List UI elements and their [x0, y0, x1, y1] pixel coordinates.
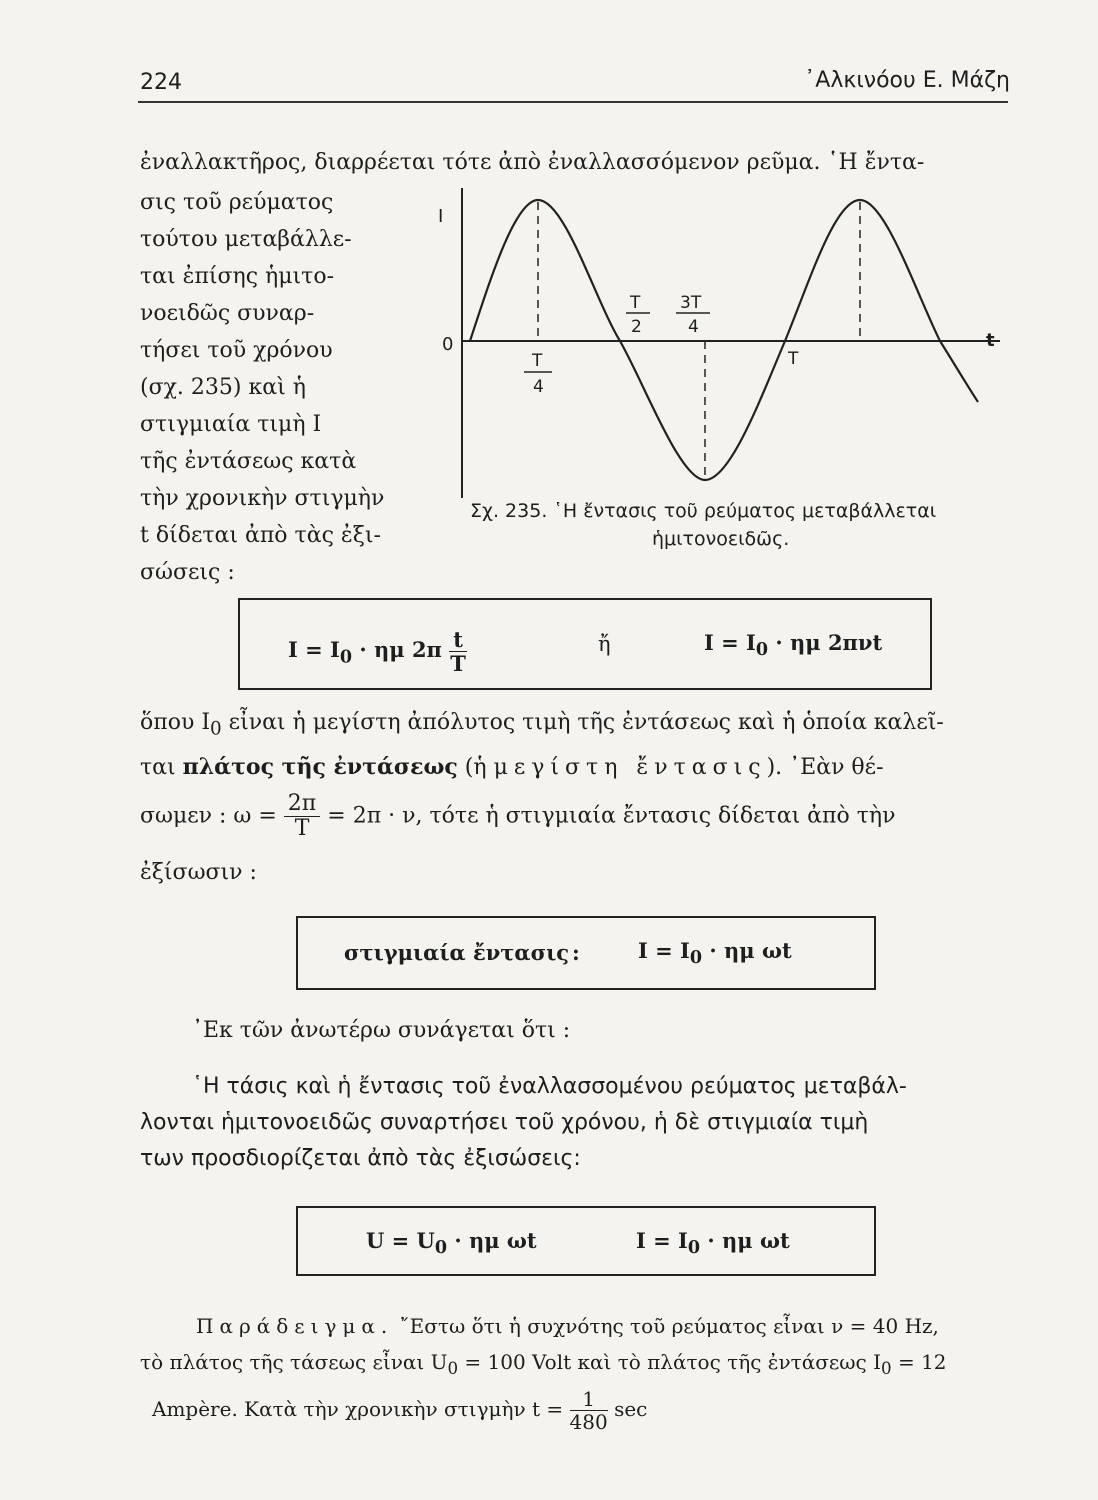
intro-left-line: σις τοῦ ρεύματος [140, 190, 334, 215]
intro-line-1: ἐναλλακτῆρος, διαρρέεται τότε ἀπὸ ἐναλλασσόμενον ρεῦμα. ῾Η ἔντα- [140, 150, 925, 175]
axis-x-label: t [986, 330, 995, 351]
page-number: 224 [140, 70, 182, 95]
para2-line-4: ἐξίσωσιν : [140, 860, 257, 885]
tick-t2-den: 2 [631, 317, 642, 337]
para2-line-3: σωμεν : ω = $\frac{2\pi}{T}$ = 2π · ν, τότε ἡ στιγμιαία ἔντασις δίδεται ἀπὸ τὴν [140, 791, 896, 842]
equation-3-voltage: $U = U_0 \cdot \eta\mu$ ωt [366, 1228, 537, 1259]
example-line-2: τὸ πλάτος τῆς τάσεως εἶναι $U_0 = 100$ Volt καὶ τὸ πλάτος τῆς ἐντάσεως $I_0 = 12$ [140, 1350, 947, 1378]
tick-t4-den: 4 [533, 377, 544, 397]
tick-t2-num: T [630, 293, 641, 313]
running-header-author: ᾿Αλκινόου Ε. Μάζη [804, 68, 1010, 93]
origin-label: 0 [442, 334, 454, 355]
fraction-2pi-over-T: $\frac{2\pi}{T}$ [284, 792, 320, 841]
intro-left-line: σώσεις : [140, 560, 235, 585]
tick-3t4-num: 3T [680, 293, 702, 313]
para4-line-1: ῾Η τάσις καὶ ἡ ἔντασις τοῦ ἐναλλασσομένου ρεύματος μεταβάλ- [192, 1074, 907, 1099]
equation-1-right: $I = I_0 \cdot \eta\mu$ 2πνt [704, 630, 883, 661]
para4-line-2: λονται ἡμιτονοειδῶς συναρτήσει τοῦ χρόνου, ἡ δὲ στιγμιαία τιμὴ [140, 1110, 869, 1135]
figure-caption-line-1: Σχ. 235. ῾Η ἔντασις τοῦ ρεύματος μεταβάλλεται [470, 500, 937, 522]
intro-left-line: (σχ. 235) καὶ ἡ [140, 375, 306, 400]
equation-2-formula: $I = I_0 \cdot \eta\mu$ ωt [638, 938, 792, 969]
para2-line-1: ὅπου $I_0$ εἶναι ἡ μεγίστη ἀπόλυτος τιμὴ τῆς ἐντάσεως καὶ ἡ ὁποία καλεῖ- [140, 710, 944, 740]
intro-left-line: ται ἐπίσης ἡμιτο- [140, 264, 335, 289]
intro-left-line: τὴν χρονικὴν στιγμὴν [140, 486, 385, 511]
intro-left-line: νοειδῶς συναρ- [140, 301, 315, 326]
equation-1-left: $I = I_0 \cdot \eta\mu$ 2π $\frac{t}{T}$ [288, 627, 466, 677]
intro-left-line: t δίδεται ἀπὸ τὰς ἐξι- [140, 523, 381, 548]
equation-3-current: $I = I_0 \cdot \eta\mu$ ωt [636, 1228, 790, 1259]
equation-2-label: στιγμιαία ἔντασις [344, 940, 570, 965]
intro-left-line: τήσει τοῦ χρόνου [140, 338, 333, 363]
example-line-3: Ampère. Κατὰ τὴν χρονικὴν στιγμὴν t = $\frac{1}{480}$ sec [152, 1387, 648, 1434]
figure-caption-line-2: ἡμιτονοειδῶς. [652, 528, 790, 550]
tick-t: T [788, 349, 799, 369]
intro-left-line: τῆς ἐντάσεως κατὰ [140, 449, 357, 474]
intro-left-line: τούτου μεταβάλλε- [140, 227, 352, 252]
para4-line-3: των προσδιορίζεται ἀπὸ τὰς ἐξισώσεις: [140, 1146, 581, 1171]
equation-1-or: ἤ [598, 632, 611, 656]
tick-t4-num: T [532, 351, 543, 371]
sine-wave-figure [430, 180, 1010, 500]
fraction-t-over-T: $\frac{t}{T}$ [450, 627, 466, 677]
axis-y-label: I [438, 206, 444, 227]
tick-3t4-den: 4 [688, 317, 699, 337]
para2-line-2: ται πλάτος τῆς ἐντάσεως (ἡ μεγίστη ἔντασις). ᾿Εὰν θέ- [140, 754, 884, 780]
intro-left-line: στιγμιαία τιμὴ Ι [140, 412, 322, 437]
header-rule [138, 101, 1008, 103]
equation-2-colon: : [572, 940, 580, 965]
fraction-1-over-480: $\frac{1}{480}$ [569, 1387, 608, 1434]
example-line-1: Παράδειγμα. ῎Εστω ὅτι ἡ συχνότης τοῦ ρεύματος εἶναι ν = 40 Hz, [196, 1314, 939, 1338]
para3-line-1: ᾿Εκ τῶν ἀνωτέρω συνάγεται ὅτι : [192, 1018, 571, 1043]
